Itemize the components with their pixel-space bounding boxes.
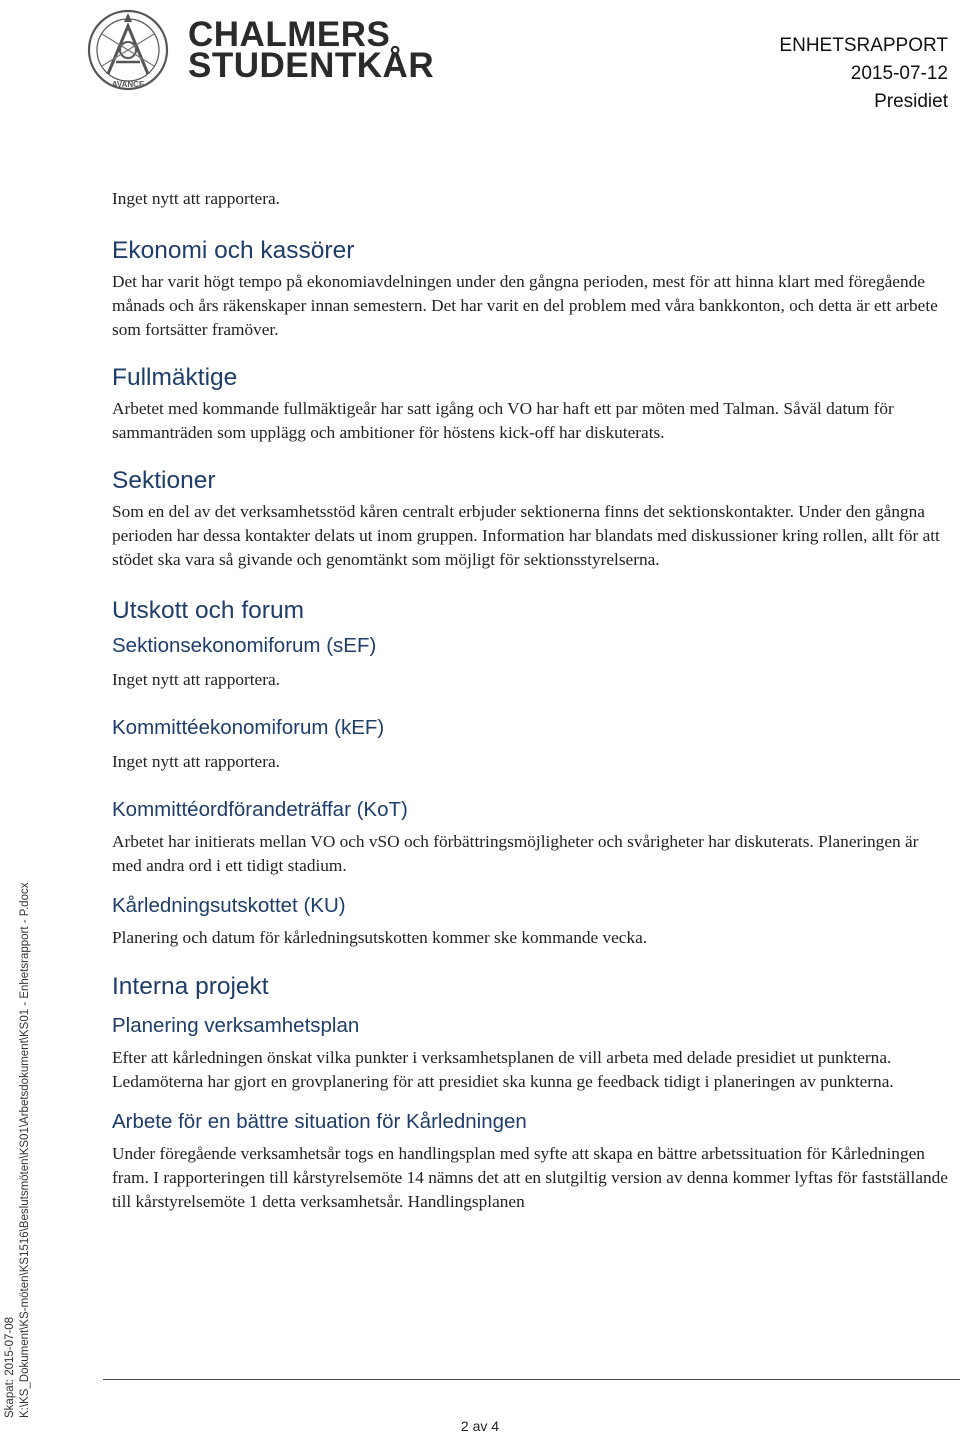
file-path: K:\KS_Dokument\KS-möten\KS1516\Beslutsmöten\KS01\Arbetsdokument\KS01 - Enhetsrapport - P.docx (19, 882, 31, 1418)
header-info (779, 32, 948, 116)
crest-text: AVANCE (111, 80, 145, 89)
paragraph: Inget nytt att rapportera. (112, 189, 280, 208)
page-number: 2 av 4 (460, 1418, 500, 1434)
subsection-heading: Arbete för en bättre situation för Kårledningen (112, 1110, 527, 1133)
paragraph: Arbetet har initierats mellan VO och vSO och förbättringsmöjligheter och svårigheter har diskuterats. Planeringen är med andra ord i ett tidigt stadium. (112, 832, 919, 875)
paragraph: Inget nytt att rapportera. (112, 670, 280, 689)
paragraph: Under föregående verksamhetsår togs en handlingsplan med syfte att skapa en bättre arbetssituation för Kårledningen fram. I rapporteringen till kårstyrelsemöte 14 nämns det att en slutgiltig version av denna kommer lyftas för fastställande till kårstyrelsemöte 1 detta verksamhetsår. Handlingsplanen (112, 1144, 948, 1211)
document-body (112, 187, 952, 1214)
footer-divider (103, 1379, 960, 1380)
logo-line-1: CHALMERS (188, 15, 391, 54)
section-heading: Utskott och forum (112, 597, 304, 624)
paragraph: Arbetet med kommande fullmäktigeår har satt igång och VO har haft ett par möten med Talman. Såväl datum för sammanträden som upplägg och ambitioner för höstens kick-off har diskuterats. (112, 399, 894, 442)
report-type: ENHETSRAPPORT (779, 35, 948, 56)
section-heading: Sektioner (112, 467, 216, 494)
paragraph: Efter att kårledningen önskat vilka punkter i verksamhetsplanen de vill arbeta med delade presidiet ut punkterna. Ledamöterna har gjort en grovplanering för att presidiet ska kunna ge feedback tidigt i planeringen av punkterna. (112, 1048, 894, 1091)
report-date: 2015-07-12 (850, 63, 948, 84)
paragraph: Det har varit högt tempo på ekonomiavdelningen under den gångna perioden, mest för att hinna klart med föregående månads och års räkenskaper innan semestern. Det har varit en del problem med våra bankkonton, och detta är ett arbete som fortsätter framöver. (112, 272, 938, 339)
logo (78, 4, 434, 96)
subsection-heading: Kommittéordförandeträffar (KoT) (112, 798, 408, 821)
paragraph: Inget nytt att rapportera. (112, 752, 280, 771)
section-heading: Ekonomi och kassörer (112, 237, 355, 264)
crest-icon (78, 4, 178, 96)
subsection-heading: Kommittéekonomiforum (kEF) (112, 716, 385, 739)
section-heading: Fullmäktige (112, 364, 238, 391)
logo-wordmark (188, 15, 435, 85)
created-date: Skapat: 2015-07-08 (4, 1316, 16, 1418)
subsection-heading: Sektionsekonomiforum (sEF) (112, 634, 377, 657)
logo-line-2: STUDENTKÅR (188, 46, 435, 85)
section-heading: Interna projekt (112, 973, 269, 1000)
subsection-heading: Kårledningsutskottet (KU) (112, 894, 346, 917)
paragraph: Planering och datum för kårledningsutskotten kommer ske kommande vecka. (112, 928, 648, 947)
subsection-heading: Planering verksamhetsplan (112, 1014, 360, 1037)
paragraph: Som en del av det verksamhetsstöd kåren centralt erbjuder sektionerna finns det sektionskontakter. Under den gångna perioden har dessa kontakter delats ut inom gruppen. Information har blandats med diskussioner kring rollen, allt för att stödet ska vara så givande och genomtänkt som möjligt för sektionsstyrelserna. (112, 502, 940, 569)
report-unit: Presidiet (874, 91, 948, 112)
